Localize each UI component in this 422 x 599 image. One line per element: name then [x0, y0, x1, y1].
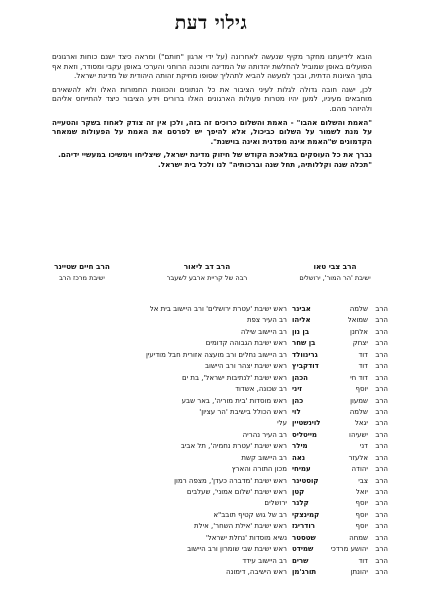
signatory-title: הרב [375, 510, 388, 519]
signatory-row [40, 304, 388, 315]
signatory-role: ראש ישיבת הגבוהה קדומים [205, 339, 287, 348]
signatory-title: הרב [375, 385, 388, 394]
signatory-first-name: יוסף [355, 499, 368, 508]
paragraph-4: נברך את כל העוסקים במלאכת הקודש של חיזוק מדינת ישראל, שיצליחו וימשיכו במעשיי ידיהם. [58, 150, 372, 160]
signatory-title: הרב [375, 488, 388, 496]
signatory-last-name: קוסטינר [292, 476, 319, 485]
signatory-title: הרב [375, 556, 388, 565]
signatory-title: הרב [375, 430, 388, 439]
signatory-last-name: גרינוולד [292, 350, 318, 359]
signatory-first-name: יגאל [354, 419, 368, 428]
signatory-last-name: קלנר [292, 499, 309, 508]
signatory-role: ראש ישיבת יצהר ורב היישוב [205, 362, 287, 371]
signatory-list [40, 304, 388, 579]
signatory-role: רב היישוב שילה [240, 327, 287, 336]
signatory-last-name: כהן [292, 396, 304, 405]
signatory-last-name: דודקביץ [292, 362, 319, 371]
signatory-row [40, 521, 388, 532]
signatory-first-name: יוסף [355, 385, 368, 394]
lead-signatory-name: הרב דב ליאור [183, 262, 231, 271]
signatory-first-name: יהודה [351, 465, 368, 474]
signatory-row [40, 487, 388, 498]
signatory-row [40, 418, 388, 429]
signatory-title: הרב [375, 419, 388, 428]
signatory-first-name: שמואל [347, 316, 368, 325]
signatory-role: ראש ישיבת שבי שומרון ורב היישוב [187, 545, 287, 554]
signatory-title: הרב [375, 305, 388, 313]
signatory-role: מכון התורה והארץ [231, 465, 287, 474]
signatory-last-name: רודריגז [292, 522, 315, 531]
signatory-first-name: יהונתן [350, 568, 368, 577]
signatory-row [40, 327, 388, 338]
signatory-last-name: תורג'מן [292, 568, 317, 577]
paragraph-1: הובא לידיעתנו מחקר מקיף שנעשה לאחרונה (על ידי ארגון "חותם") ומראה כיצד ישנם כוחות וארגונים הפועלים באופן שמוביל להחלשת יהדותה של המדינה ותוכנה הרוחני והערכי באופן עקבי ומסודר, וזאת אף בתוך הציונות הדתית, ובכך למעשה להביא לתהליך שסופו מחיקת זהותה היהודית של מדינת ישראל. [52, 52, 372, 81]
signatory-role: רב של גוש קטיף תובב"א [213, 510, 287, 519]
signatory-row [40, 464, 388, 475]
paragraph-2: לכן, ישנה חובה גדולה לגלות לעיני הציבור את כל הנתונים והכוונות החמורות האלו ולא להשאירם מוחבאים מעיניו, למען יהיו מטרות פעולות הארגונים האלו ברורים וידע הציבור כיצד להתייחס אליהם ולהיזהר מהם. [52, 84, 372, 113]
signatory-row [40, 430, 388, 441]
signatory-first-name: צבי [358, 476, 368, 485]
lead-signatory [147, 262, 267, 282]
signatory-first-name: שמעון [350, 396, 368, 405]
lead-signatories [40, 262, 385, 292]
signatory-last-name: לוי [292, 407, 301, 416]
signatory-first-name: שלמה [349, 407, 368, 416]
signatory-role: רב העיר צפת [246, 316, 287, 325]
lead-signatory [285, 262, 385, 282]
signatory-title: הרב [375, 339, 388, 348]
signatory-title: הרב [375, 533, 388, 542]
paragraph-3: "האמת והשלום אהבו" - האמת והשלום כרוכים זה בזה, ולכן אין זה צודק לאחוז בשקר והטעייה על מנת לשמור על השלום כביכול, אלא להיפך יש לפרסם את האמת על הפעולות שמאחר הקדמונים ש"האמת אינה מפדנית ואינה בוישנת". [52, 117, 372, 146]
signatory-first-name: יהושע מרדכי [330, 545, 368, 554]
signatory-role: ראש ישיבת 'עטרת ירושלים' ורב היישוב בית אל [149, 305, 287, 313]
signatory-first-name: יואל [355, 488, 368, 496]
signatory-title: הרב [375, 453, 388, 462]
signatory-last-name: נאה [292, 453, 306, 462]
signatory-role: ראש ישיבת 'עטרת נחמיה', תל אביב [180, 442, 287, 451]
signatory-role: ראש ישיבת 'מדברה כעדן', מצפה רמון [174, 476, 287, 485]
signatory-title: הרב [375, 407, 388, 416]
signatory-row [40, 441, 388, 452]
lead-signatory-role: ישיבת מרכז הרב [59, 274, 105, 282]
signatory-role: רב היישוב עידד [242, 556, 287, 565]
signatory-row [40, 567, 388, 578]
signatory-row [40, 407, 388, 418]
signatory-last-name: קמינצקי [292, 510, 320, 519]
signatory-first-name: דוד [358, 556, 368, 565]
lead-signatory [32, 262, 132, 282]
signatory-title: הרב [375, 545, 388, 554]
signatory-title: הרב [375, 476, 388, 485]
signatory-role: ראש ישיבת 'לנתיבות ישראל', בת ים [181, 373, 287, 382]
signatory-first-name: דוד [358, 362, 368, 371]
lead-signatory-role: רבה של קריית ארבע לשעבר [166, 274, 248, 282]
paragraph-5: "תכלה שנה וקללותיה, תחל שנה וברכותיה" לנו ולכל בית ישראל. [158, 159, 372, 169]
signatory-first-name: אלחנן [350, 327, 368, 336]
signatory-role: נשיא מוסדות 'נחלת ישראל' [205, 533, 287, 542]
signatory-row [40, 315, 388, 326]
signatory-role: רב שכונה, אשדוד [235, 385, 287, 394]
signatory-last-name: בן שחר [292, 339, 316, 348]
signatory-title: הרב [375, 316, 388, 325]
signatory-last-name: עמיחי [292, 465, 311, 474]
signatory-role: ראש ישיבת 'אילת השחר', אילת [193, 522, 287, 531]
signatory-last-name: לוינשטיין [292, 419, 321, 428]
signatory-title: הרב [375, 465, 388, 474]
signatory-row [40, 350, 388, 361]
signatory-title: הרב [375, 499, 388, 508]
signatory-last-name: שטסטר [292, 533, 316, 542]
signatory-row [40, 556, 388, 567]
signatory-first-name: יוסף [355, 510, 368, 519]
signatory-role: רב היישוב קשת [241, 453, 287, 462]
signatory-role: ירושלים [264, 499, 287, 508]
signatory-row [40, 453, 388, 464]
signatory-role: רב היישוב נחלים ורב מועצה אזורית חבל מודיעין [145, 350, 287, 359]
signatory-title: הרב [375, 350, 388, 359]
signatory-role: ראש הישיבה, דימונה [226, 568, 287, 577]
lead-signatory-name: הרב חיים שטיינר [54, 262, 110, 271]
signatory-last-name: בן נון [292, 327, 310, 336]
signatory-row [40, 384, 388, 395]
signatory-last-name: הכהן [292, 373, 308, 382]
signatory-role: רב העיר נהריה [242, 430, 287, 439]
signatory-last-name: שרים [292, 556, 309, 565]
signatory-row [40, 533, 388, 544]
lead-signatory-role: ישיבת 'הר המור', ירושלים [299, 274, 371, 282]
signatory-first-name: יצחק [352, 339, 368, 348]
signatory-title: הרב [375, 373, 388, 382]
signatory-first-name: שלמה [349, 305, 368, 313]
signatory-role: עלי [277, 419, 287, 428]
signatory-row [40, 396, 388, 407]
document-title: גילוי דעת [174, 12, 248, 34]
signatory-title: הרב [375, 568, 388, 577]
signatory-role: ראש מוסדות 'בית מוריה', באר שבע [181, 396, 287, 405]
signatory-row [40, 544, 388, 555]
signatory-first-name: שמחה [349, 533, 368, 542]
signatory-first-name: דוד חי [350, 373, 368, 382]
signatory-row [40, 373, 388, 384]
signatory-title: הרב [375, 442, 388, 451]
signatory-title: הרב [375, 327, 388, 336]
signatory-last-name: מילר [292, 442, 308, 451]
signatory-title: הרב [375, 396, 388, 405]
signatory-row [40, 498, 388, 509]
signatory-last-name: שמידט [292, 545, 314, 554]
signatory-last-name: מייטליס [292, 430, 317, 439]
signatory-last-name: קטן [292, 488, 305, 496]
signatory-title: הרב [375, 362, 388, 371]
signatory-role: ראש הכולל בישיבת 'הר עציון' [199, 407, 287, 416]
signatory-title: הרב [375, 522, 388, 531]
signatory-first-name: ישעיהו [349, 430, 368, 439]
signatory-role: ראש ישיבת 'שלום אמוני', שעלבים [186, 488, 287, 496]
signatory-last-name: אליהו [292, 316, 311, 325]
signatory-first-name: אלעזר [348, 453, 368, 462]
lead-signatory-name: הרב צבי טאו [313, 262, 357, 271]
signatory-last-name: אבינר [292, 305, 311, 313]
signatory-row [40, 361, 388, 372]
signatory-first-name: דוד [358, 350, 368, 359]
signatory-first-name: דני [359, 442, 368, 451]
signatory-row [40, 338, 388, 349]
statement-body [52, 52, 372, 174]
signatory-row [40, 476, 388, 487]
signatory-last-name: זיני [292, 385, 303, 394]
signatory-row [40, 510, 388, 521]
signatory-first-name: יוסף [355, 522, 368, 531]
